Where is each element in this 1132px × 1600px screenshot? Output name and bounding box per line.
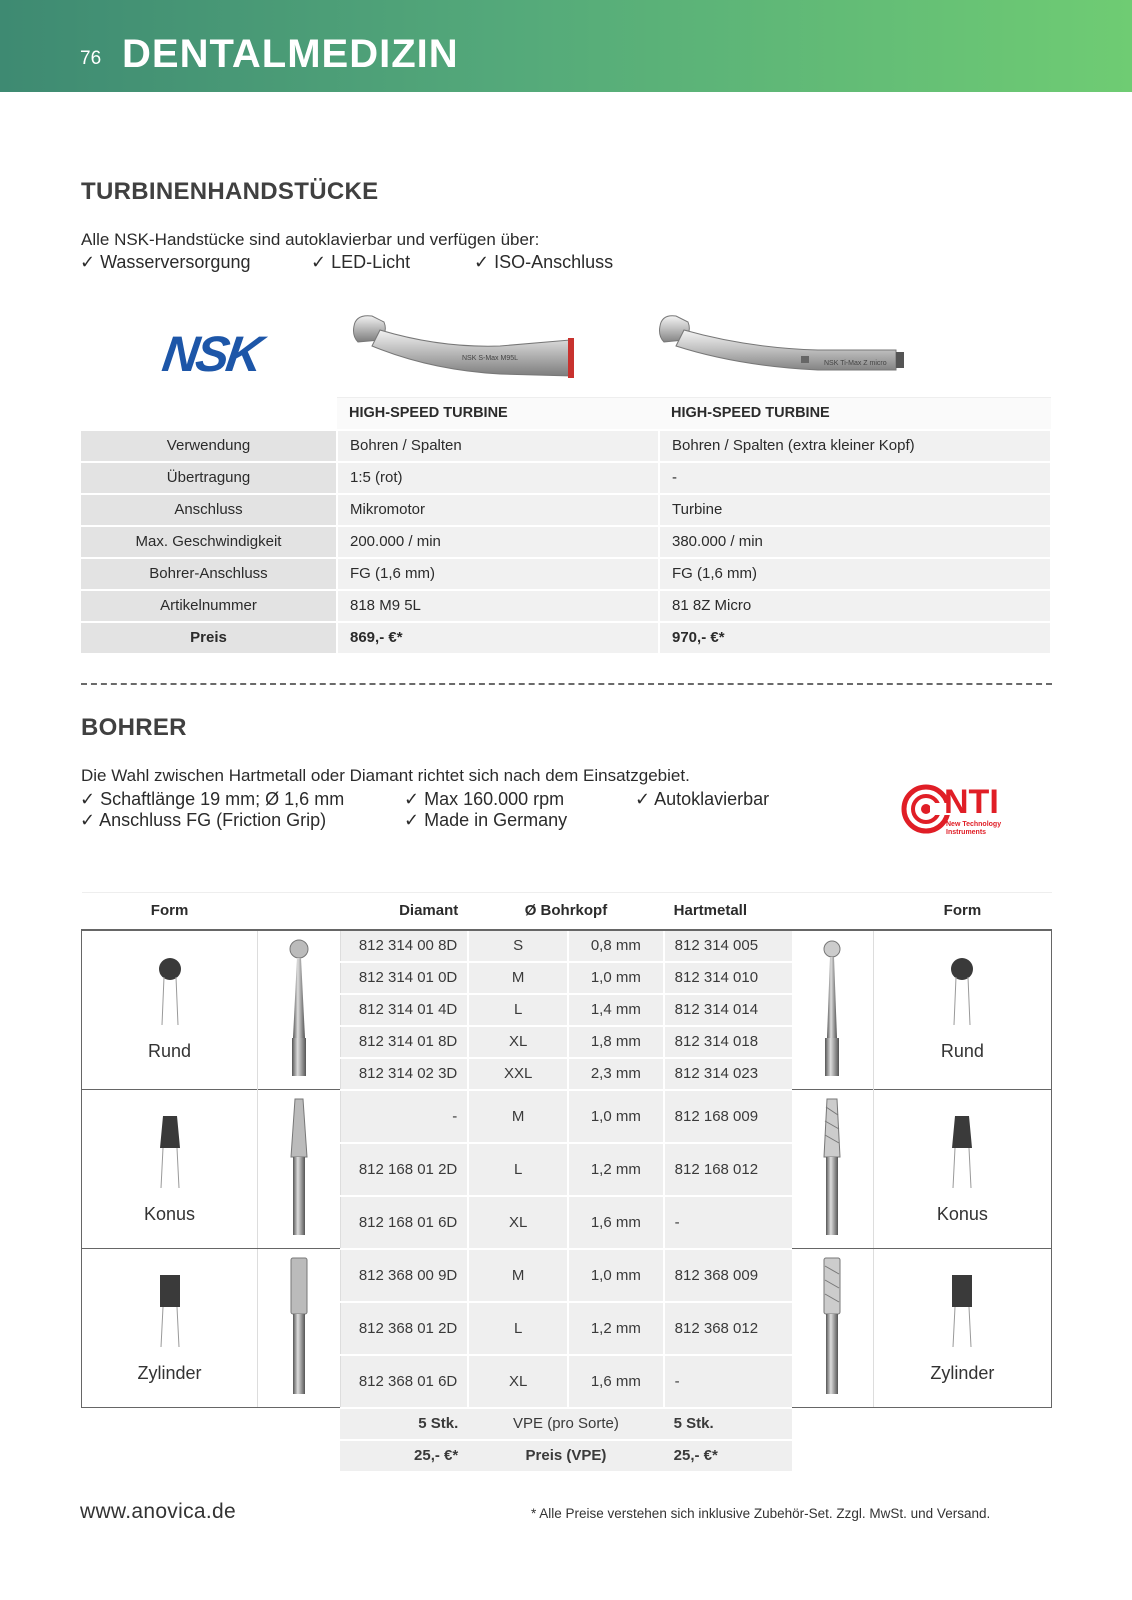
table-row [81,462,1051,494]
diamond-code: 812 314 01 8D [340,1026,468,1058]
cell-value: 1:5 (rot) [337,462,659,494]
vpe-diamond: 5 Stk. [340,1408,468,1440]
header-diamond: Diamant [340,893,468,930]
head-diameter: 1,8 mm [568,1026,664,1058]
shape-label: Zylinder [930,1362,995,1383]
carbide-bur-image-konus [792,1090,873,1249]
cone-bur-shape-icon [947,1114,977,1190]
cylinder-bur-shape-icon [947,1273,977,1349]
row-label: Preis [81,622,337,654]
table-row-price [81,622,1051,654]
row-label: Übertragung [81,462,337,494]
feature-iso: ✓ ISO-Anschluss [474,252,614,272]
diamond-code: - [340,1090,468,1143]
size-code: M [468,1249,568,1302]
diamond-code: 812 314 01 4D [340,994,468,1026]
website-link[interactable]: www.anovica.de [80,1500,236,1523]
row-label: Bohrer-Anschluss [81,558,337,590]
page-title: DENTALMEDIZIN [122,32,459,76]
nti-logo-subtitle-1: New Technology [946,821,1002,828]
feature-autoclave: ✓ Autoklavierbar [635,789,770,809]
table-row [81,526,1051,558]
feature-fg: ✓ Anschluss FG (Friction Grip) [80,810,327,830]
shape-label: Rund [148,1041,192,1062]
carbide-code: 812 168 012 [664,1143,792,1196]
vpe-carbide: 5 Stk. [664,1408,792,1440]
carbide-code: - [664,1355,792,1408]
carbide-round-bur-icon [819,938,845,1078]
cell-value: 81 8Z Micro [659,590,1051,622]
column-header-1: HIGH-SPEED TURBINE [337,398,659,430]
nsk-logo: NSK [159,326,264,382]
table-row [82,1249,1052,1302]
carbide-cylinder-bur-icon [819,1256,845,1396]
row-label: Verwendung [81,430,337,462]
turbines-title: TURBINENHANDSTÜCKE [81,178,379,205]
head-diameter: 1,2 mm [568,1302,664,1355]
diamond-code: 812 314 02 3D [340,1058,468,1090]
head-diameter: 0,8 mm [568,930,664,962]
feature-water: ✓ Wasserversorgung [80,252,251,272]
shape-cell-zylinder-right [873,1249,1051,1408]
cell-value: Mikromotor [337,494,659,526]
carbide-code: 812 314 010 [664,962,792,994]
nti-logo [900,783,1030,837]
diamond-code: 812 368 00 9D [340,1249,468,1302]
shape-label: Zylinder [137,1362,202,1383]
price-value: 869,- €* [337,622,659,654]
size-code: M [468,1090,568,1143]
head-diameter: 1,2 mm [568,1143,664,1196]
price-value: 970,- €* [659,622,1051,654]
row-label: Artikelnummer [81,590,337,622]
header-form-left: Form [82,893,258,930]
size-code: L [468,1143,568,1196]
diamond-code: 812 314 00 8D [340,930,468,962]
head-diameter: 1,4 mm [568,994,664,1026]
row-label: Max. Geschwindigkeit [81,526,337,558]
turbines-intro: Alle NSK-Handstücke sind autoklavierbar und verfügen über: [81,230,540,249]
page-number: 76 [80,48,102,69]
size-code: XXL [468,1058,568,1090]
shape-cell-konus-right [873,1090,1051,1249]
cell-value: Bohren / Spalten [337,430,659,462]
shape-label: Konus [144,1203,196,1224]
price-row [82,1440,1052,1472]
size-code: XL [468,1026,568,1058]
diamond-round-bur-icon [286,938,312,1078]
handpiece-1-label: NSK S-Max M95L [462,355,519,362]
size-code: S [468,930,568,962]
shape-cell-rund-right [873,930,1051,1090]
head-diameter: 1,0 mm [568,962,664,994]
cell-value: 818 M9 5L [337,590,659,622]
diamond-cylinder-bur-icon [286,1256,312,1396]
price-footnote: * Alle Preise verstehen sich inklusive Zubehör-Set. Zzgl. MwSt. und Versand. [531,1506,991,1521]
size-code: L [468,1302,568,1355]
row-label: Anschluss [81,494,337,526]
drills-intro: Die Wahl zwischen Hartmetall oder Diamant richtet sich nach dem Einsatzgebiet. [81,766,690,785]
table-row [81,590,1051,622]
diamond-bur-image-rund [258,930,340,1090]
head-diameter: 2,3 mm [568,1058,664,1090]
head-diameter: 1,0 mm [568,1249,664,1302]
header-carbide: Hartmetall [664,893,792,930]
handpiece-ti-max-image [658,312,910,376]
cell-value: 200.000 / min [337,526,659,558]
handpiece-s-max-image [350,312,586,384]
round-bur-shape-icon [155,957,185,1027]
diamond-code: 812 168 01 2D [340,1143,468,1196]
carbide-code: 812 368 009 [664,1249,792,1302]
shape-cell-zylinder [82,1249,258,1408]
feature-led: ✓ LED-Licht [311,252,411,272]
section-divider [81,683,1052,685]
table-row [82,930,1052,962]
table-row [81,558,1051,590]
size-code: XL [468,1355,568,1408]
drills-table [81,892,1052,1473]
cell-value: FG (1,6 mm) [659,558,1051,590]
feature-germany: ✓ Made in Germany [404,810,568,830]
head-diameter: 1,6 mm [568,1355,664,1408]
cell-value: 380.000 / min [659,526,1051,558]
price-carbide: 25,- €* [664,1440,792,1472]
carbide-code: 812 314 014 [664,994,792,1026]
shape-cell-konus [82,1090,258,1249]
price-diamond: 25,- €* [340,1440,468,1472]
header-form-right: Form [873,893,1051,930]
shape-cell-rund [82,930,258,1090]
cone-bur-shape-icon [155,1114,185,1190]
turbines-table [81,397,1052,655]
shape-label: Rund [940,1041,984,1062]
page-header [0,0,1132,92]
cell-value: Bohren / Spalten (extra kleiner Kopf) [659,430,1051,462]
carbide-bur-image-zylinder [792,1249,873,1408]
round-bur-shape-icon [947,957,977,1027]
handpiece-2-label: NSK Ti-Max Z micro [824,360,887,367]
carbide-code: 812 314 018 [664,1026,792,1058]
carbide-code: 812 314 005 [664,930,792,962]
carbide-code: - [664,1196,792,1249]
head-diameter: 1,0 mm [568,1090,664,1143]
nti-logo-text: NTI [944,783,999,821]
vpe-label: VPE (pro Sorte) [468,1408,663,1440]
cylinder-bur-shape-icon [155,1273,185,1349]
diamond-code: 812 314 01 0D [340,962,468,994]
table-row [82,1090,1052,1143]
cell-value: Turbine [659,494,1051,526]
shape-label: Konus [936,1203,988,1224]
diamond-code: 812 368 01 6D [340,1355,468,1408]
table-row [81,430,1051,462]
header-head-diameter: Ø Bohrkopf [468,893,663,930]
column-header-2: HIGH-SPEED TURBINE [659,398,1051,430]
carbide-bur-image-rund [792,930,873,1090]
size-code: L [468,994,568,1026]
nti-logo-subtitle-2: Instruments [946,829,987,836]
cell-value: FG (1,6 mm) [337,558,659,590]
drills-title: BOHRER [81,714,187,741]
size-code: XL [468,1196,568,1249]
carbide-code: 812 368 012 [664,1302,792,1355]
carbide-code: 812 168 009 [664,1090,792,1143]
diamond-code: 812 368 01 2D [340,1302,468,1355]
price-label: Preis (VPE) [468,1440,663,1472]
diamond-bur-image-konus [258,1090,340,1249]
turbines-table-header [81,398,1051,430]
diamond-cone-bur-icon [286,1097,312,1237]
size-code: M [468,962,568,994]
drills-table-header [82,893,1052,930]
table-row [81,494,1051,526]
feature-shaft: ✓ Schaftlänge 19 mm; Ø 1,6 mm [80,789,345,809]
cell-value: - [659,462,1051,494]
head-diameter: 1,6 mm [568,1196,664,1249]
carbide-code: 812 314 023 [664,1058,792,1090]
diamond-code: 812 168 01 6D [340,1196,468,1249]
vpe-row [82,1408,1052,1440]
feature-rpm: ✓ Max 160.000 rpm [404,789,565,809]
carbide-cone-bur-icon [819,1097,845,1237]
diamond-bur-image-zylinder [258,1249,340,1408]
